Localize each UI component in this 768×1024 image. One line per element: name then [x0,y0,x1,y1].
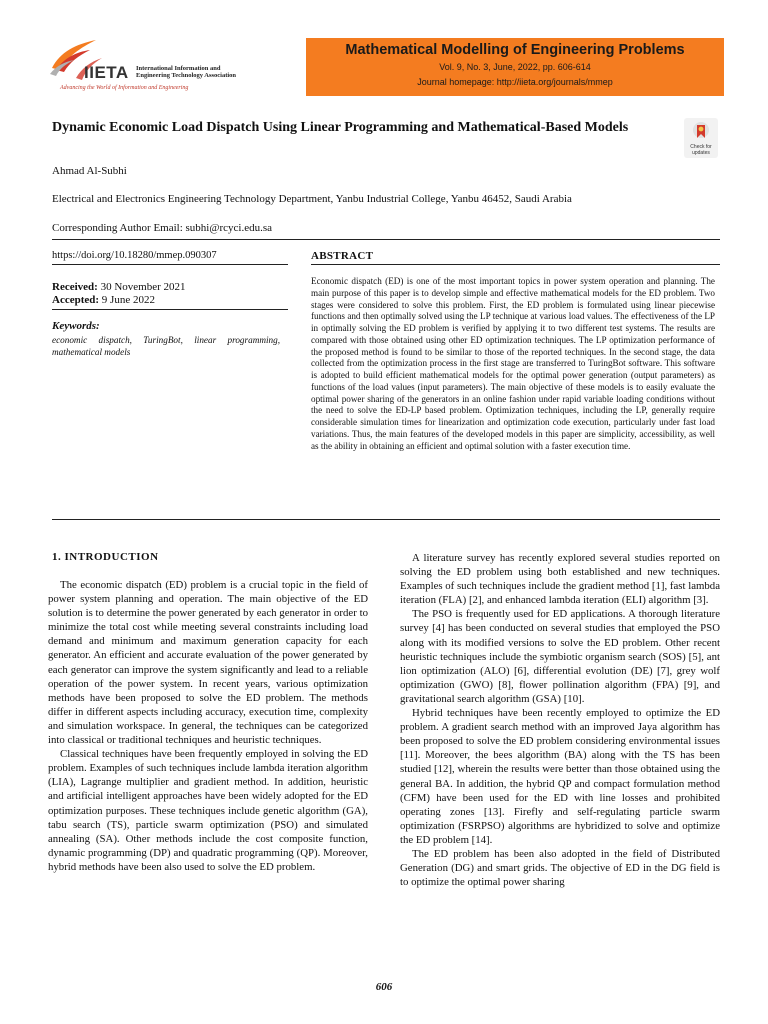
paragraph: The economic dispatch (ED) problem is a crucial topic in the field of power system planning and operation. The main objective of the ED solution is to determine the power generated by each generator in order to minimize the total cost while meeting several constraints including load demand and minimum and maximum generation capacity for each generator. An efficient and accurate evaluation of the power generated by each generator can improve the system significantly and lead to a reliable operation of the power system. In recent years, various optimization methods have been proposed to solve the ED problem. The methods differ in different aspects including accuracy, execution time, complexity and simulation workspace. In general, the techniques can be categorized into classical or traditional techniques and heuristic techniques. [48,579,368,747]
page-number: 606 [375,981,393,993]
doi-link[interactable]: https://doi.org/10.18280/mmep.090307 [52,250,217,261]
accepted-date [52,294,155,306]
bookmark-icon [692,121,710,143]
paragraph: The PSO is frequently used for ED applications. A thorough literature survey [4] has been conducted on several studies that employed the PSO along with its modified versions to solve the ED problem. Other recent heuristic techniques include the symbiotic organism search (SOS) [5], ant lion optimization (ALO) [6], differential evolution (DE) [7], grey wolf optimization (GWO) [8], flower pollination algorithm (FPA) [9], and gravitational search algorithm (GSA) [10]. [400,608,720,705]
received-date [52,281,186,293]
accepted-label: Accepted: [52,294,100,306]
journal-title: Mathematical Modelling of Engineering Problems [345,42,685,58]
divider [311,264,720,265]
journal-volume: Vol. 9, No. 3, June, 2022, pp. 606-614 [439,62,591,72]
check-updates-line1: Check for [690,144,712,150]
section-heading-introduction: 1. INTRODUCTION [52,551,159,563]
logo-org-line1: International Information and [136,65,221,72]
paragraph: The ED problem has been also adopted in the field of Distributed Generation (DG) and smart grids. The objective of ED in the DG field is to optimize the optimal power sharing [400,847,720,889]
paragraph: A literature survey has recently explored several studies reported on solving the ED problem using both established and new techniques. Examples of such techniques include the gradient method [1], fast lambda iteration (FLA) [2], and enhanced lambda iteration (ELI) algorithm [3]. [400,552,720,607]
keywords-list: economic dispatch, TuringBot, linear programming, mathematical models [52,335,280,357]
keywords-heading: Keywords: [52,320,100,332]
corresponding-email[interactable]: Corresponding Author Email: subhi@rcyci.edu.sa [52,222,273,234]
accepted-value: 9 June 2022 [101,294,155,306]
affiliation: Electrical and Electronics Engineering Technology Department, Yanbu Industrial College, Yanbu 46452, Saudi Arabia [52,193,572,205]
body-column-left [48,578,368,874]
logo-org-line2: Engineering Technology Association [136,72,237,79]
abstract-text: Economic dispatch (ED) is one of the most important topics in power system operation and planning. The main purpose of this paper is to develop simple and effective mathematical models for the ED problem. Two stages were considered to solve this problem. First, the ED problem is formulated using linear piecewise functions and then optimally solved using the LP technique at various load values. The effectiveness of the LP in optimally solving the ED problem is verified by applying it to two different test systems. The results are compared with those obtained using other ED optimization techniques. The LP optimization performance of the proposed method is found to be similar to those of the reported techniques. In the second stage, the data collected from the optimization process in the first stage are transferred to TuringBot software. This software is adopted to build efficient mathematical models for the optimal power generation (output parameters) as functions of the load values (input parameters). The main objective of these models is to easily evaluate the optimal power sharing of the generators in an online fashion under rapid variable loading conditions without the need to solve the ED-LP based problem. Optimization techniques, including the LP, generally require considerable simulation times for linearization and optimization code execution, particularly under fast load variations. Thus, the main features of the developed models in this paper are simplicity, accessibility, as well as the ability in obtaining an efficient and optimal solution with a faster execution time. [311,276,715,451]
divider [52,239,720,240]
divider [52,309,288,310]
received-label: Received: [52,281,98,293]
received-value: 30 November 2021 [100,281,186,293]
author-name: Ahmad Al-Subhi [52,165,127,177]
logo-acronym: IIETA [84,63,129,82]
abstract-heading: ABSTRACT [311,250,374,262]
iieta-logo [46,38,286,98]
check-for-updates-badge[interactable] [684,118,718,158]
paper-title: Dynamic Economic Load Dispatch Using Linear Programming and Mathematical-Based Models [52,120,629,135]
journal-homepage-link[interactable]: Journal homepage: http://iieta.org/journals/mmep [417,77,613,87]
logo-tagline: Advancing the World of Information and Engineering [60,85,189,91]
paragraph: Classical techniques have been frequently employed in solving the ED problem. Examples of such techniques include lambda iteration algorithm (LIA), Lagrange multiplier and gradient method. In addition, heuristic and artificial intelligent approaches have been widely adopted for the ED optimization purposes. These techniques include genetic algorithm (GA), tabu search (TS), particle swarm optimization (PSO) and simulated annealing (SA). Other methods include the cost composite function, dynamic programming (DP) and quadratic programming (QP). Moreover, hybrid methods have been also used to solve the ED problem. [48,748,368,873]
divider [52,264,288,265]
divider [52,519,720,520]
paragraph: Hybrid techniques have been recently employed to optimize the ED problem. A gradient search method with an improved Jaya algorithm has been proposed to solve the ED problem considering environmental issues [11]. Moreover, the bees algorithm (BA) along with the TS has been studied [12], wherein the results were better than those obtained using the general BA. In addition, the hybrid QP and compact formulation method (CFM) have been used for the ED with line losses and prohibited operating zones [13]. Firefly and self-regulating particle swarm optimization (FSRPSO) algorithms are hybridized to solve and optimize the ED problem [14]. [400,707,720,846]
check-updates-line2: updates [692,150,710,156]
body-column-right [400,551,720,889]
journal-header [306,38,724,96]
